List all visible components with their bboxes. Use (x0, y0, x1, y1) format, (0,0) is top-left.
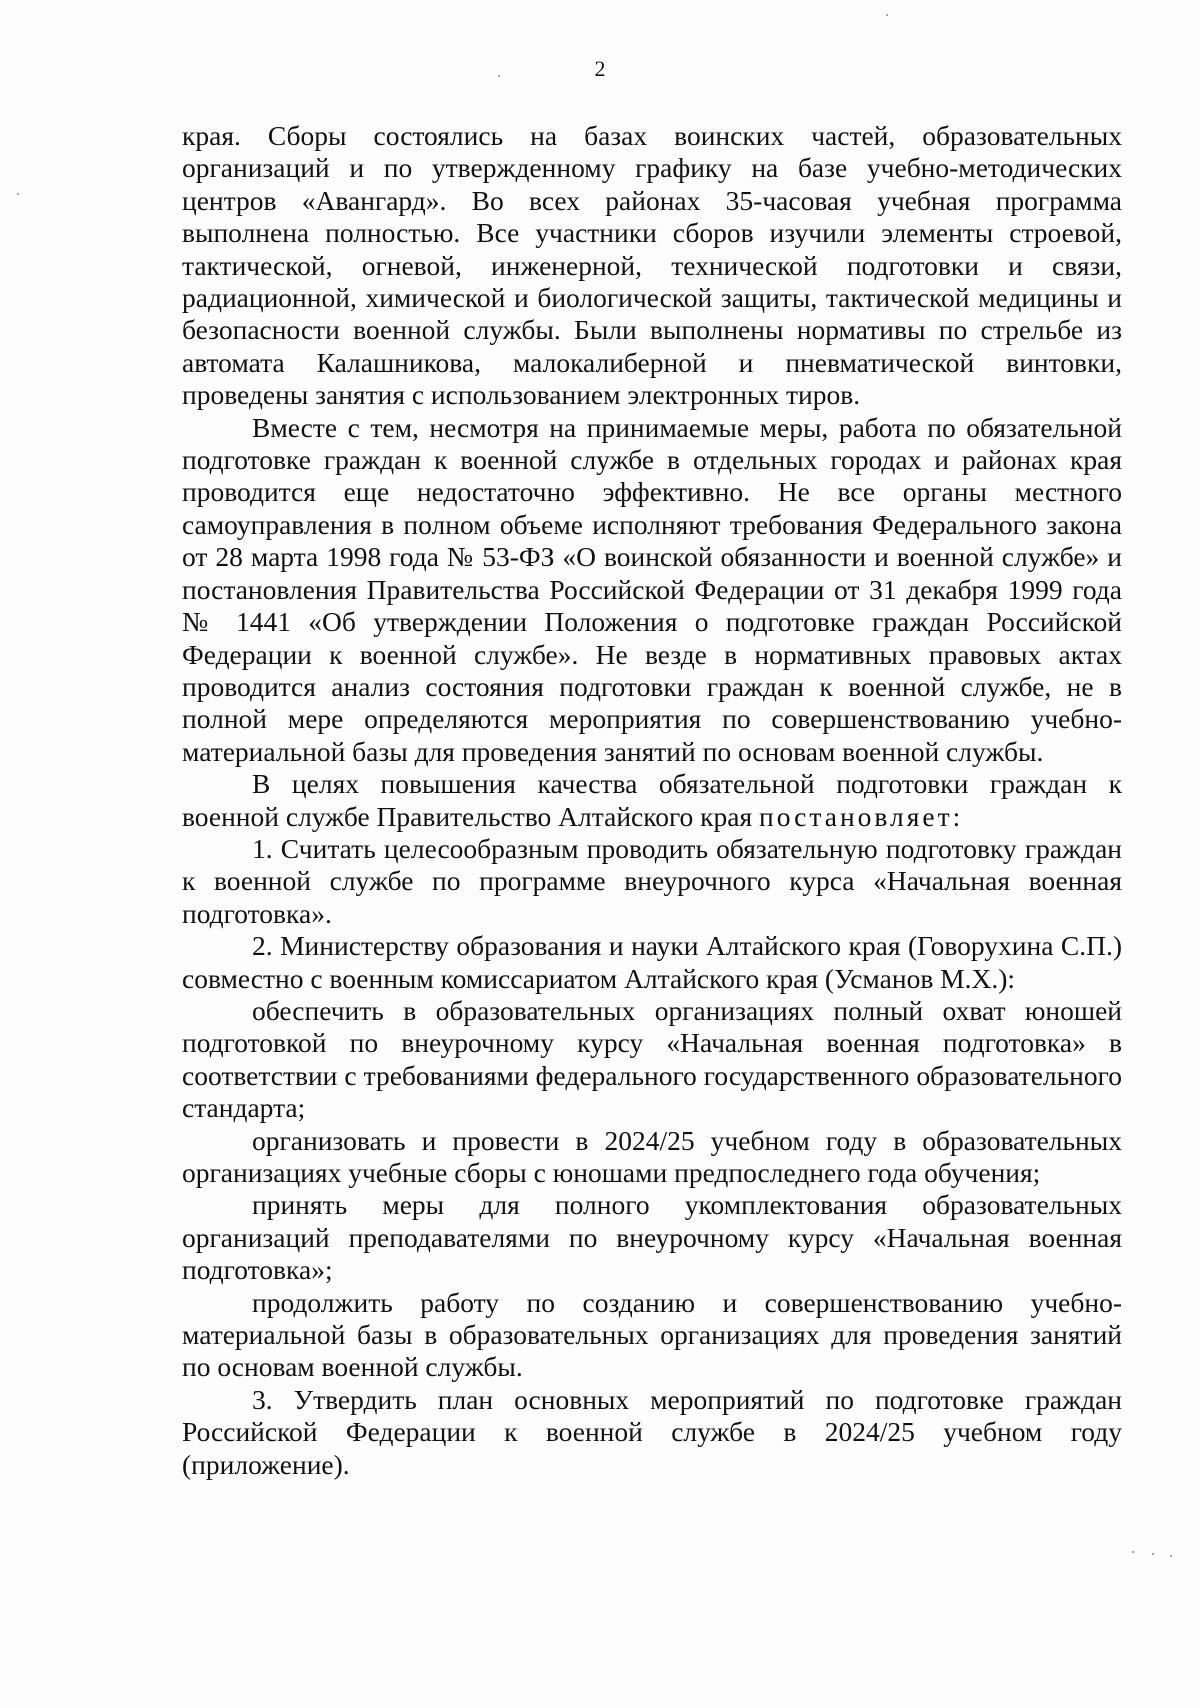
paragraph-continuation: края. Сборы состоялись на базах воинских частей, образовательных организаций и по утвержденному графику на базе учебно-методических центров «Авангард». Во всех районах 35-часовая учебная программа выполнена полностью. Все участники сборов изучили элементы строевой, тактической, огневой, инженерной, технической подготовки и связи, радиационной, химической и биологической защиты, тактической медицины и безопасности военной службы. Были выполнены нормативы по стрельбе из автомата Калашникова, малокалиберной и пневматической винтовки, проведены занятия с использованием электронных тиров. (182, 120, 1122, 411)
paragraph-item-2-subitem-2: организовать и провести в 2024/25 учебном году в образовательных организациях учебные сборы с юношами предпоследнего года обучения; (182, 1124, 1122, 1188)
resolution-keyword: постановляет (759, 800, 953, 832)
paragraph-problems: Вместе с тем, несмотря на принимаемые меры, работа по обязательной подготовке граждан к военной службе в отдельных городах и районах края проводится еще недостаточно эффективно. Не все органы местного самоуправления в полном объеме исполняют требования Федерального закона от 28 марта 1998 года № 53-ФЗ «О воинской обязанности и военной службе» и постановления Правительства Российской Федерации от 31 декабря 1999 года № 1441 «Об утверждении Положения о подготовке граждан Российской Федерации к военной службе». Не везде в нормативных правовых актах проводится анализ состояния подготовки граждан к военной службе, не в полной мере определяются мероприятия по совершенствованию учебно-материальной базы для проведения занятий по основам военной службы. (182, 411, 1122, 767)
scan-speck (1152, 1553, 1154, 1555)
scan-speck (1132, 1551, 1134, 1553)
scan-speck (886, 14, 888, 16)
resolution-intro-text: В целях повышения качества обязательной подготовки граждан к военной службе Правительство Алтайского края (182, 768, 1122, 832)
paragraph-item-1: 1. Считать целесообразным проводить обязательную подготовку граждан к военной службе по программе внеурочного курса «Начальная военная подготовка». (182, 832, 1122, 929)
scan-speck (17, 193, 19, 195)
scan-speck (498, 75, 500, 77)
resolution-colon: : (952, 800, 961, 832)
paragraph-item-3: 3. Утвердить план основных мероприятий по подготовке граждан Российской Федерации к военной службе в 2024/25 учебном году (приложение). (182, 1383, 1122, 1480)
document-body (182, 120, 1122, 1481)
scan-speck (1170, 1555, 1172, 1557)
paragraph-item-2-subitem-1: обеспечить в образовательных организациях полный охват юношей подготовкой по внеурочному курсу «Начальная военная подготовка» в соответствии с требованиями федерального государственного образовательного стандарта; (182, 994, 1122, 1124)
paragraph-item-2-subitem-3: принять меры для полного укомплектования образовательных организаций преподавателями по внеурочному курсу «Начальная военная подготовка»; (182, 1189, 1122, 1286)
paragraph-resolution-intro (182, 768, 1122, 833)
paragraph-item-2-subitem-4: продолжить работу по созданию и совершенствованию учебно-материальной базы в образовательных организациях для проведения занятий по основам военной службы. (182, 1286, 1122, 1383)
page-number: 2 (594, 56, 606, 81)
paragraph-item-2: 2. Министерству образования и науки Алтайского края (Говорухина С.П.) совместно с военным комиссариатом Алтайского края (Усманов М.Х.): (182, 930, 1122, 994)
